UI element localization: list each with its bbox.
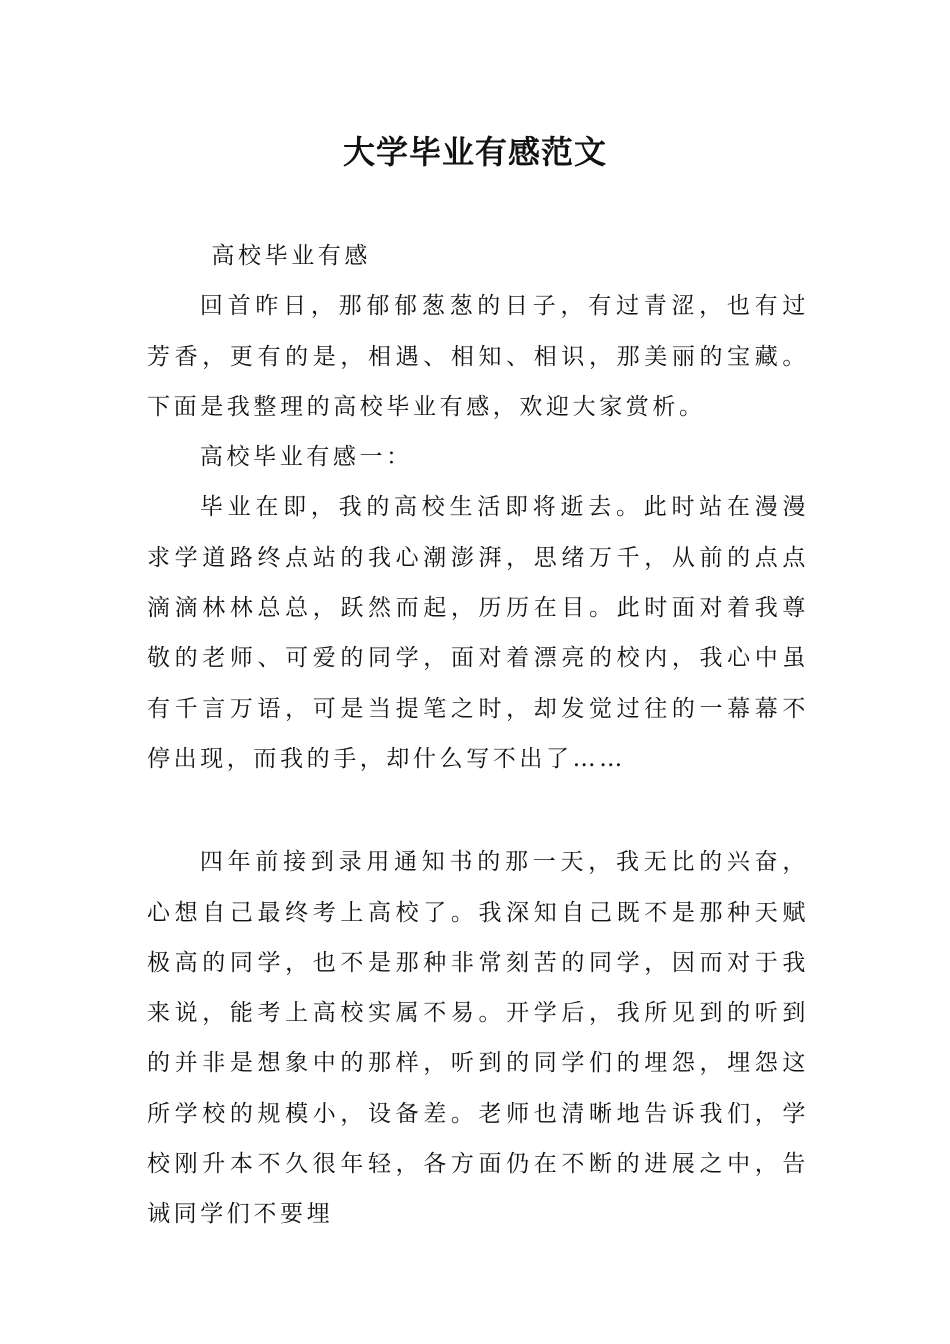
subsection-heading: 高校毕业有感一： bbox=[199, 444, 413, 471]
paragraph-gap bbox=[147, 784, 809, 837]
document-title: 大学毕业有感范文 bbox=[342, 133, 607, 171]
body-paragraph: 毕业在即，我的高校生活即将逝去。此时站在漫漫求学道路终点站的我心潮澎湃，思绪万千，从前的点点滴滴林林总总，跃然而起，历历在目。此时面对着我尊敬的老师、可爱的同学，面对着漂亮的校内，我心中虽有千言万语，可是当提笔之时，却发觉过往的一幕幕不停出现，而我的手，却什么写不出了…… bbox=[147, 494, 809, 772]
document-body bbox=[147, 231, 809, 1240]
section-heading: 高校毕业有感 bbox=[211, 243, 371, 269]
body-paragraph: 四年前接到录用通知书的那一天，我无比的兴奋，心想自己最终考上高校了。我深知自己既不是那种天赋极高的同学，也不是那种非常刻苦的同学，因而对于我来说，能考上高校实属不易。开学后，我所见到的听到的并非是想象中的那样，听到的同学们的埋怨，埋怨这所学校的规模小，设备差。老师也清晰地告诉我们，学校刚升本不久很年轻，各方面仍在不断的进展之中，告诫同学们不要埋 bbox=[147, 849, 809, 1228]
intro-paragraph: 回首昨日，那郁郁葱葱的日子，有过青涩，也有过芳香，更有的是，相遇、相知、相识，那美丽的宝藏。下面是我整理的高校毕业有感，欢迎大家赏析。 bbox=[147, 293, 809, 420]
